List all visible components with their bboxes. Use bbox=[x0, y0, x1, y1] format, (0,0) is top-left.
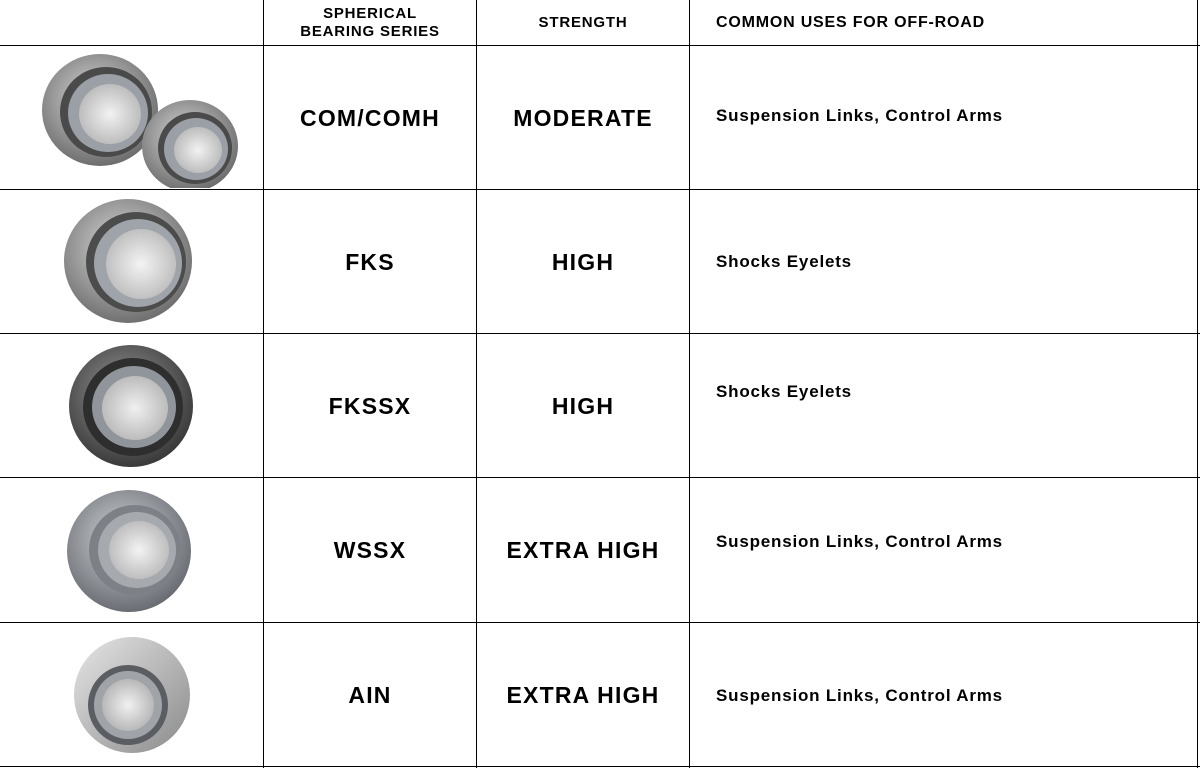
uses-cell bbox=[689, 623, 1200, 768]
header-uses-cell bbox=[689, 0, 1200, 46]
narrow-spherical-bearing-icon bbox=[70, 633, 194, 759]
strength-cell bbox=[476, 46, 689, 190]
bearing-image-cell bbox=[0, 46, 263, 190]
series-name: COM/COMH bbox=[300, 104, 440, 131]
uses-text: Shocks Eyelets bbox=[716, 382, 852, 401]
uses-cell bbox=[689, 478, 1200, 623]
strength-cell bbox=[476, 190, 689, 334]
bearing-image-cell bbox=[0, 190, 263, 334]
strength-value: MODERATE bbox=[513, 104, 653, 131]
uses-cell bbox=[689, 334, 1200, 478]
spherical-bearing-icon bbox=[62, 195, 202, 329]
series-cell bbox=[263, 334, 476, 478]
series-cell bbox=[263, 623, 476, 768]
uses-text: Suspension Links, Control Arms bbox=[716, 532, 1003, 551]
row-divider bbox=[0, 45, 1200, 46]
row-divider bbox=[0, 189, 1200, 190]
strength-cell bbox=[476, 623, 689, 768]
series-cell bbox=[263, 46, 476, 190]
row-divider bbox=[0, 766, 1200, 767]
uses-text: Suspension Links, Control Arms bbox=[716, 106, 1003, 125]
table-row bbox=[0, 623, 1200, 768]
series-name: FKSSX bbox=[328, 392, 412, 419]
twin-spherical-bearing-icon bbox=[12, 48, 252, 188]
row-divider bbox=[0, 477, 1200, 478]
table-row bbox=[0, 46, 1200, 190]
header-series-label: SPHERICAL BEARING SERIES bbox=[300, 5, 440, 40]
strength-value: HIGH bbox=[551, 248, 615, 275]
strength-value: EXTRA HIGH bbox=[506, 537, 660, 563]
series-name: FKS bbox=[345, 248, 395, 275]
series-name: WSSX bbox=[333, 537, 407, 563]
series-cell bbox=[263, 478, 476, 623]
strength-cell bbox=[476, 478, 689, 623]
row-divider bbox=[0, 333, 1200, 334]
uses-text: Shocks Eyelets bbox=[716, 252, 852, 271]
uses-cell bbox=[689, 46, 1200, 190]
series-cell bbox=[263, 190, 476, 334]
strength-value: EXTRA HIGH bbox=[506, 682, 660, 708]
strength-value: HIGH bbox=[551, 392, 615, 419]
bearing-image-cell bbox=[0, 334, 263, 478]
row-divider bbox=[0, 622, 1200, 623]
table-right-border bbox=[1197, 0, 1198, 768]
uses-cell bbox=[689, 190, 1200, 334]
uses-text: Suspension Links, Control Arms bbox=[716, 685, 1003, 705]
series-name: AIN bbox=[348, 682, 392, 708]
header-strength-cell bbox=[476, 0, 689, 46]
header-uses-label: COMMON USES FOR OFF-ROAD bbox=[716, 14, 985, 31]
strength-cell bbox=[476, 334, 689, 478]
header-strength-label: STRENGTH bbox=[538, 14, 628, 31]
table-row bbox=[0, 334, 1200, 478]
table-row bbox=[0, 478, 1200, 623]
sealed-spherical-bearing-icon bbox=[67, 343, 197, 469]
header-row bbox=[0, 0, 1200, 46]
table-row bbox=[0, 190, 1200, 334]
header-image-cell bbox=[0, 0, 263, 46]
header-series-cell bbox=[263, 0, 476, 46]
bearing-image-cell bbox=[0, 478, 263, 623]
wide-spherical-bearing-icon bbox=[67, 488, 197, 614]
bearing-image-cell bbox=[0, 623, 263, 768]
